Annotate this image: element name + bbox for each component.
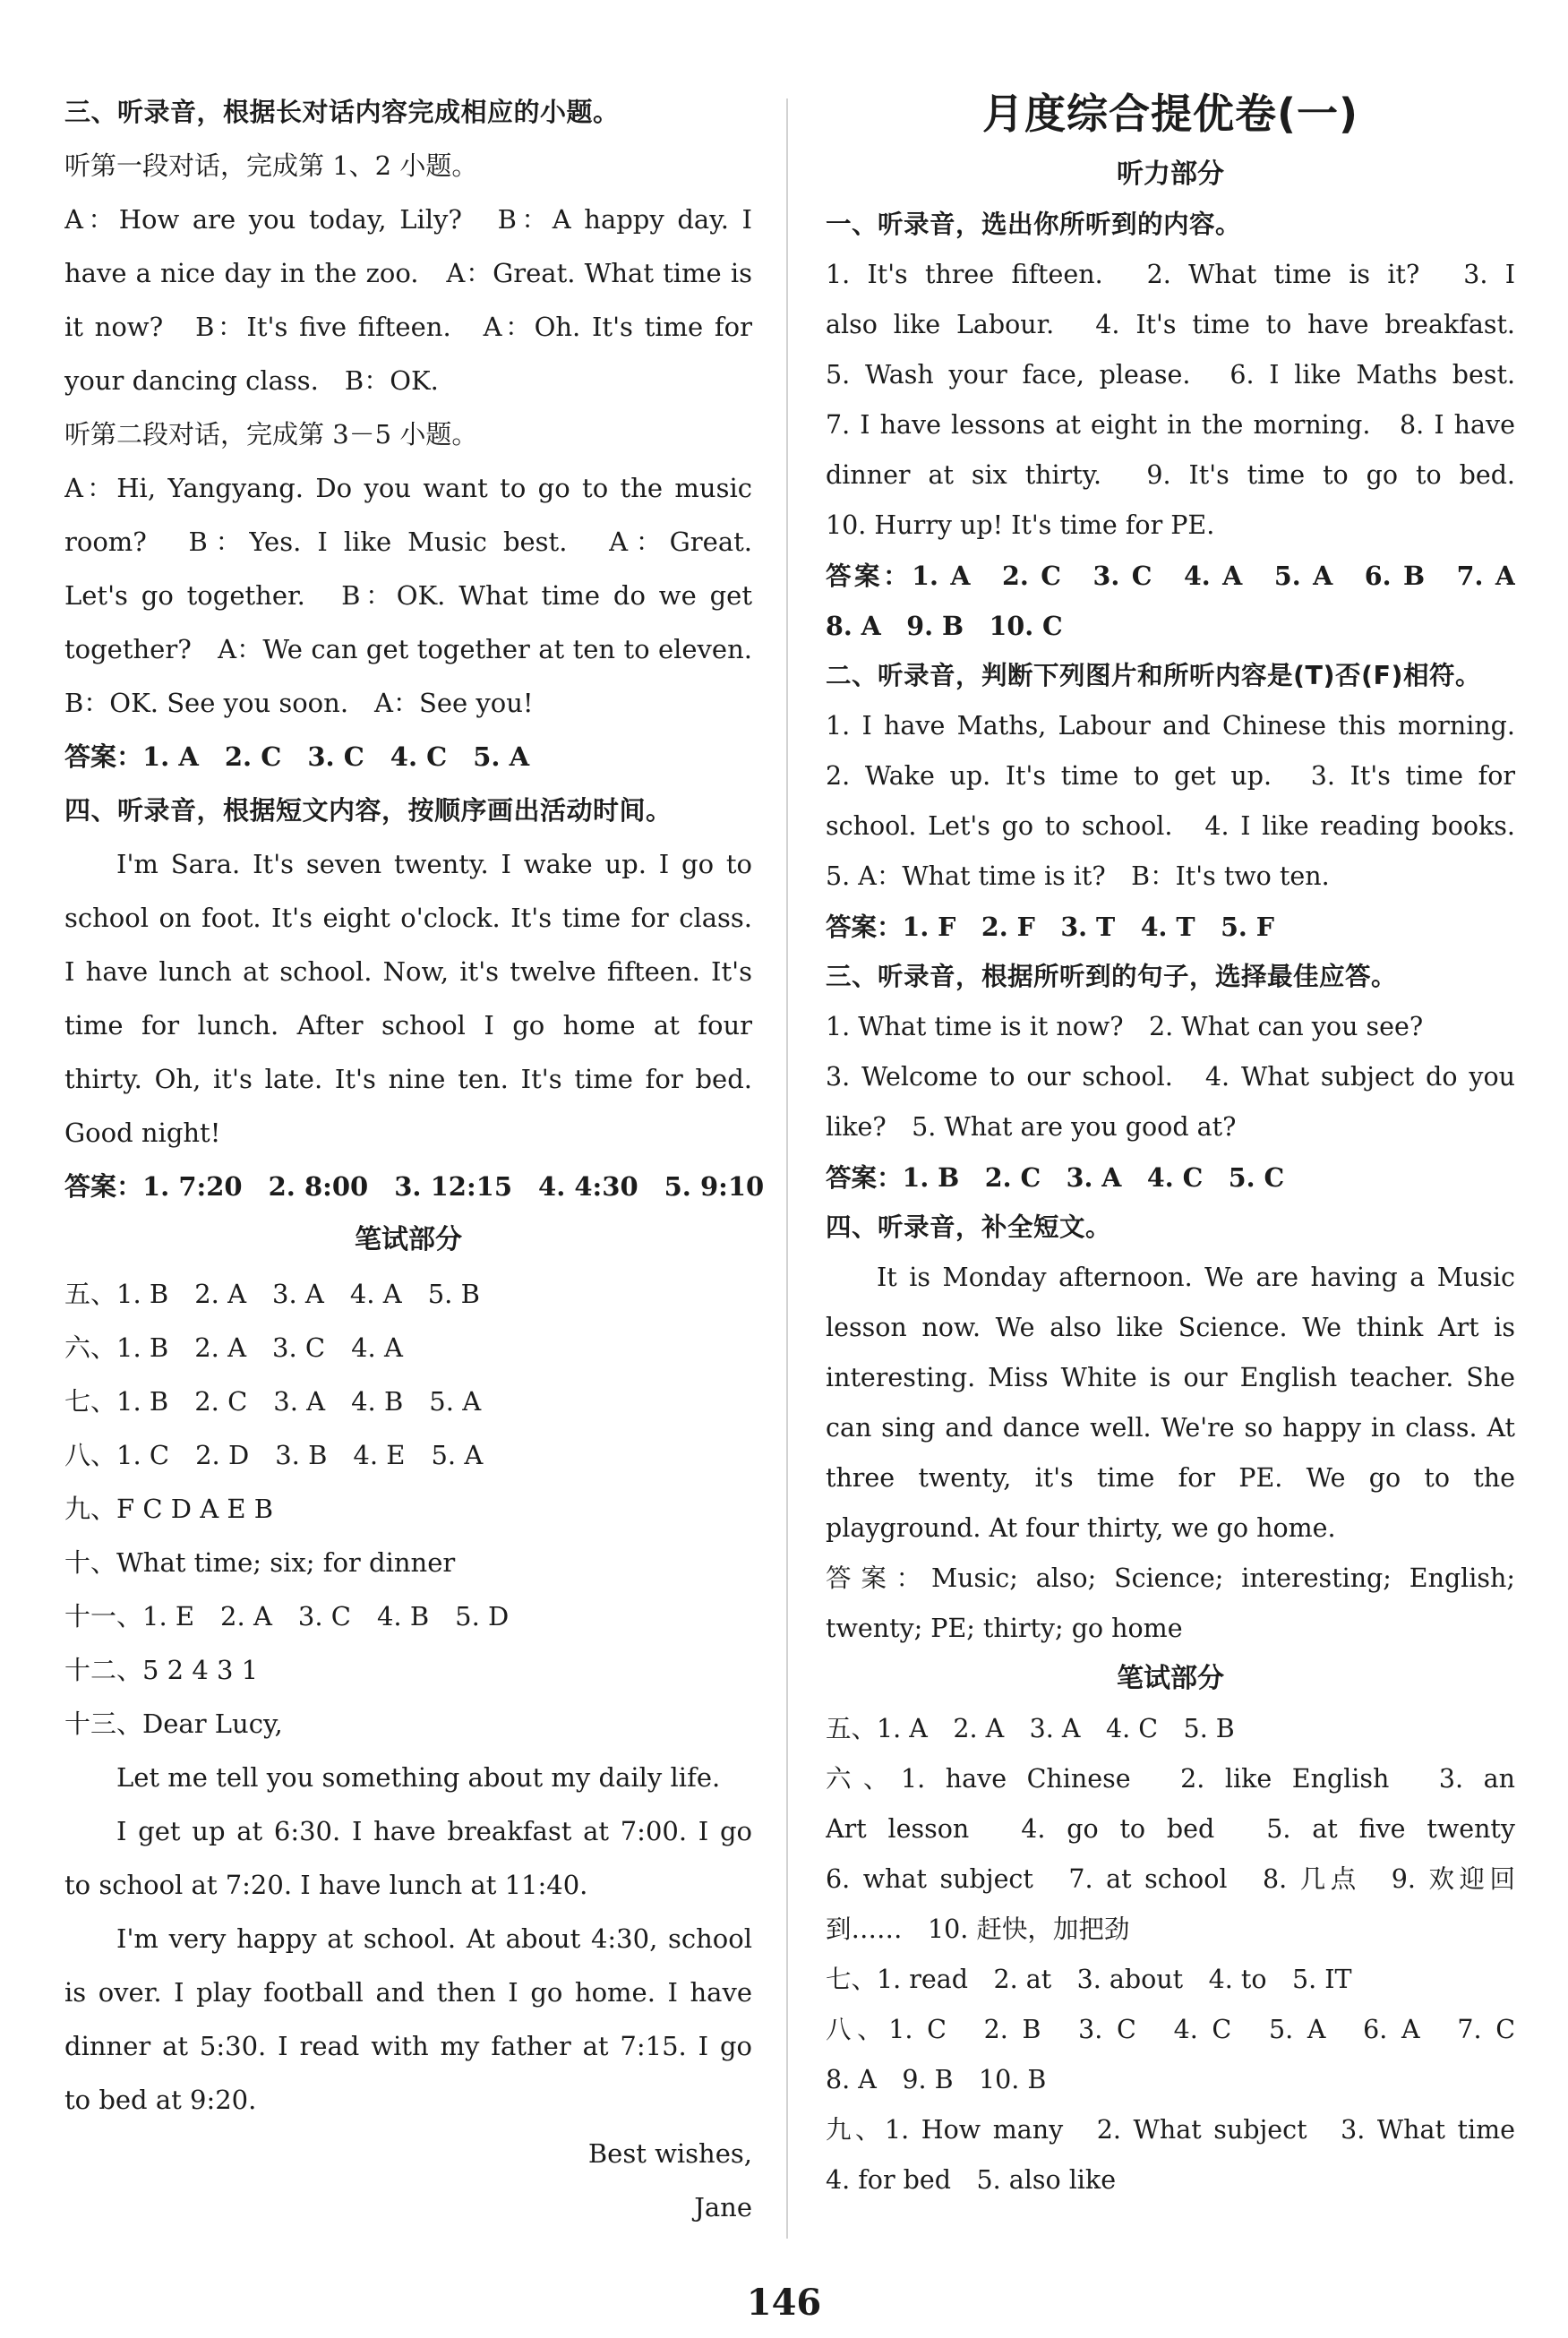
letter-line: I'm very happy at school. At about 4:30, school	[116, 1923, 752, 1954]
answer-line: 到…… 10. 赶快，加把劲	[826, 1914, 1130, 1944]
answer-line: 五、1. A 2. A 3. A 4. C 5. B	[826, 1714, 1235, 1743]
text-line: 2. Wake up. It's time to get up. 3. It's time for	[826, 761, 1515, 791]
text-line: 听第二段对话，完成第 3－5 小题。	[64, 419, 478, 450]
text-line: 3. Welcome to our school. 4. What subject do you	[826, 1062, 1515, 1092]
answer-line: 4. for bed 5. also like	[826, 2165, 1117, 2195]
text-line: school. Let's go to school. 4. I like reading books.	[826, 811, 1515, 841]
section-heading: 四、听录音，根据短文内容，按顺序画出活动时间。	[64, 795, 673, 826]
section-subtitle: 听力部分	[1117, 158, 1224, 190]
column-divider	[786, 98, 788, 2239]
section-heading: 三、听录音，根据长对话内容完成相应的小题。	[64, 97, 620, 127]
passage-line: playground. At four thirty, we go home.	[826, 1513, 1336, 1543]
passage-line: interesting. Miss White is our English teacher. She	[826, 1363, 1515, 1392]
letter-line: is over. I play football and then I go home. I have	[64, 1977, 752, 2008]
answer-line: 九、F C D A E B	[64, 1494, 274, 1524]
answer-line: 8. A 9. B 10. B	[826, 2065, 1047, 2094]
dialogue-line: room? B：Yes. I like Music best. A：Great.	[64, 527, 752, 557]
dialogue-line: have a nice day in the zoo. A：Great. What time is	[64, 258, 752, 288]
passage-line: lesson now. We also like Science. We think Art is	[826, 1313, 1515, 1342]
letter-closing: Best wishes,	[587, 2138, 752, 2169]
answer-line: 八、1. C 2. B 3. C 4. C 5. A 6. A 7. C	[826, 2015, 1515, 2044]
dialogue-line: Let's go together. B：OK. What time do we get	[64, 580, 752, 611]
passage-line: I have lunch at school. Now, it's twelve fifteen. It's	[64, 956, 752, 987]
answer-line: 答案：1. F 2. F 3. T 4. T 5. F	[826, 912, 1274, 942]
answer-line: 六、1. have Chinese 2. like English 3. an	[826, 1764, 1515, 1794]
letter-line: dinner at 5:30. I read with my father at 7:15. I go	[64, 2031, 752, 2061]
text-line: 1. What time is it now? 2. What can you see?	[826, 1012, 1424, 1041]
answer-line: 九、1. How many 2. What subject 3. What time	[826, 2115, 1515, 2145]
passage-line: three twenty, it's time for PE. We go to the	[826, 1463, 1515, 1493]
answer-line: 十一、1. E 2. A 3. C 4. B 5. D	[64, 1601, 510, 1631]
answer-line: 答案：Music; also; Science; interesting; English;	[826, 1563, 1515, 1593]
dialogue-line: B：OK. See you soon. A：See you!	[64, 688, 534, 718]
right-column	[826, 85, 1515, 2205]
letter-signature: Jane	[694, 2192, 752, 2222]
answer-line: Art lesson 4. go to bed 5. at five twenty	[826, 1814, 1515, 1844]
answer-line: twenty; PE; thirty; go home	[826, 1614, 1183, 1643]
text-line: 听第一段对话，完成第 1、2 小题。	[64, 150, 478, 181]
left-column	[64, 85, 765, 2234]
dialogue-line: A：How are you today, Lily? B：A happy day. I	[64, 204, 752, 235]
answer-line: 七、1. B 2. C 3. A 4. B 5. A	[64, 1386, 482, 1417]
text-line: 5. A：What time is it? B：It's two ten.	[826, 861, 1330, 891]
answer-line: 答案：1. B 2. C 3. A 4. C 5. C	[826, 1162, 1285, 1193]
answer-line: 十、What time; six; for dinner	[64, 1547, 456, 1578]
answer-line: 答案：1. 7:20 2. 8:00 3. 12:15 4. 4:30 5. 9:10	[64, 1171, 765, 1202]
letter-line: Let me tell you something about my daily life.	[116, 1762, 721, 1793]
section-heading: 三、听录音，根据所听到的句子，选择最佳应答。	[826, 962, 1398, 991]
answer-line: 五、1. B 2. A 3. A 4. A 5. B	[64, 1279, 480, 1309]
passage-line: I'm Sara. It's seven twenty. I wake up. I go to	[116, 849, 752, 879]
section-heading: 四、听录音，补全短文。	[826, 1212, 1112, 1242]
passage-line: It is Monday afternoon. We are having a Music	[877, 1263, 1515, 1292]
dialogue-line: together? A：We can get together at ten to eleven.	[64, 634, 752, 664]
letter-greeting: 十三、Dear Lucy,	[64, 1709, 283, 1739]
letter-line: to school at 7:20. I have lunch at 11:40.	[64, 1870, 588, 1900]
answer-line: 6. what subject 7. at school 8. 几点 9. 欢迎回	[826, 1864, 1515, 1894]
answer-line: 答案：1. A 2. C 3. C 4. A 5. A 6. B 7. A	[826, 561, 1515, 591]
letter-line: to bed at 9:20.	[64, 2085, 257, 2115]
answer-line: 六、1. B 2. A 3. C 4. A	[64, 1332, 403, 1363]
answer-line: 八、1. C 2. D 3. B 4. E 5. A	[64, 1440, 484, 1470]
text-line: also like Labour. 4. It's time to have breakfast.	[826, 310, 1515, 339]
answer-line: 七、1. read 2. at 3. about 4. to 5. IT	[826, 1965, 1352, 1994]
passage-line: school on foot. It's eight o'clock. It's time for class.	[64, 903, 752, 933]
passage-line: time for lunch. After school I go home at four	[64, 1010, 752, 1041]
passage-line: can sing and dance well. We're so happy in class. At	[826, 1413, 1515, 1443]
section-subtitle: 笔试部分	[1117, 1663, 1224, 1694]
letter-line: I get up at 6:30. I have breakfast at 7:00. I go	[116, 1816, 752, 1846]
page-number: 146	[746, 2282, 822, 2324]
answer-line: 8. A 9. B 10. C	[826, 611, 1063, 641]
text-line: 5. Wash your face, please. 6. I like Maths best.	[826, 360, 1515, 390]
page-title: 月度综合提优卷(一)	[981, 90, 1359, 138]
section-subtitle: 笔试部分	[355, 1224, 462, 1255]
section-heading: 一、听录音，选出你所听到的内容。	[826, 210, 1242, 239]
answer-line: 答案：1. A 2. C 3. C 4. C 5. A	[64, 741, 530, 772]
dialogue-line: A：Hi, Yangyang. Do you want to go to the music	[64, 473, 752, 503]
dialogue-line: it now? B：It's five fifteen. A：Oh. It's time for	[64, 312, 752, 342]
text-line: 7. I have lessons at eight in the morning. 8. I have	[826, 410, 1515, 440]
text-line: 1. It's three fifteen. 2. What time is it? 3. I	[826, 260, 1515, 289]
passage-line: Good night!	[64, 1118, 221, 1148]
answer-line: 十二、5 2 4 3 1	[64, 1655, 259, 1685]
text-line: dinner at six thirty. 9. It's time to go to bed.	[826, 460, 1515, 490]
section-heading: 二、听录音，判断下列图片和所听内容是(T)否(F)相符。	[826, 661, 1482, 690]
passage-line: thirty. Oh, it's late. It's nine ten. It's time for bed.	[64, 1064, 752, 1094]
text-line: like? 5. What are you good at?	[826, 1112, 1237, 1142]
text-line: 1. I have Maths, Labour and Chinese this morning.	[826, 711, 1515, 741]
dialogue-line: your dancing class. B：OK.	[64, 365, 439, 396]
text-line: 10. Hurry up! It's time for PE.	[826, 510, 1215, 540]
